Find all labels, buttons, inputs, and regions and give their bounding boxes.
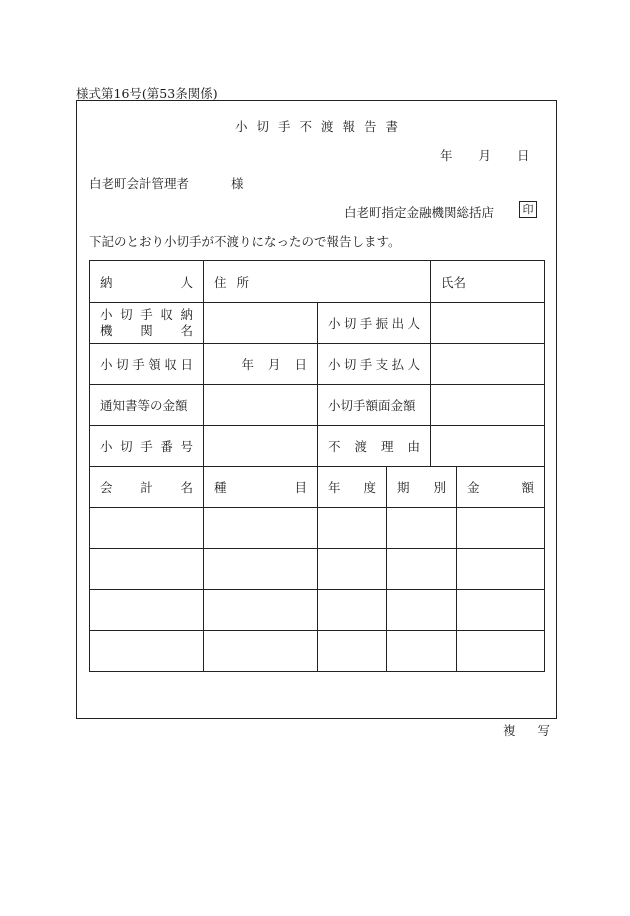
table-cell [387,631,457,672]
table-cell [204,549,318,590]
drawer-value [431,303,545,344]
drawer-label-cell [318,303,431,344]
table-cell [318,590,387,631]
col-amount-header [457,467,545,508]
col-account-header [90,467,204,508]
table-cell [387,590,457,631]
col-period-label: 期 別 [397,480,447,495]
face-amount-value [431,385,545,426]
bank-name: 白老町指定金融機関総括店 [344,205,495,220]
table-cell [457,508,545,549]
table-row-check-number [90,426,545,467]
check-number-value [204,426,318,467]
received-date-label: 小 切 手 領 収 日 [100,357,193,372]
table-row-amounts [90,385,545,426]
name-cell [431,261,545,303]
notice-amount-value [204,385,318,426]
col-period-header [387,467,457,508]
table-row [90,590,545,631]
table-cell [90,590,204,631]
table-cell [318,508,387,549]
payer-bank-label-cell [318,344,431,385]
table-row-institution [90,303,545,344]
table-cell [318,549,387,590]
date-line [440,146,530,164]
table-cell [204,508,318,549]
name-label: 氏名 [441,274,467,290]
addressee-honorific: 様 [231,176,244,191]
table-row [90,549,545,590]
col-account-label: 会 計 名 [100,480,193,495]
table-cell [318,631,387,672]
payer-label-cell: 納 人 [90,261,204,303]
receiving-institution-label-line1: 小 切 手 収 納 [100,307,193,322]
col-fiscal-year-header [318,467,387,508]
table-row [90,508,545,549]
col-item-label: 種 目 [214,480,307,495]
table-cell [457,631,545,672]
address-label: 住 所 [214,274,249,290]
copy-mark: 複写 [503,723,573,738]
drawer-label: 小 切 手 振 出 人 [328,316,420,331]
table-cell [90,631,204,672]
table-row-received-date [90,344,545,385]
table-row [90,631,545,672]
table-cell [204,631,318,672]
check-number-label-cell [90,426,204,467]
date-year-label: 年 [440,148,453,163]
received-date-value [204,344,318,385]
col-amount-label: 金 額 [467,480,535,495]
payer-bank-value [431,344,545,385]
receiving-institution-value [204,303,318,344]
seal-stamp: 印 [519,201,537,218]
table-cell [204,590,318,631]
intro-text: 下記のとおり小切手が不渡りになったので報告します。 [89,234,401,249]
table-cell [90,508,204,549]
table-cell [457,549,545,590]
table-cell [387,549,457,590]
date-day-label: 日 [517,148,530,163]
received-date-day: 日 [294,357,307,372]
table-row-column-headers [90,467,545,508]
addressee: 白老町会計管理者 [89,176,190,191]
receiving-institution-label-cell [90,303,204,344]
document-title: 小切手不渡報告書 [234,119,407,134]
received-date-month: 月 [267,357,281,372]
form-number: 様式第16号(第53条関係) [76,86,218,101]
col-fiscal-year-label: 年 度 [328,480,376,495]
notice-amount-label: 通知書等の金額 [100,398,188,413]
report-table [89,260,545,672]
dishonor-reason-label-cell [318,426,431,467]
received-date-year: 年 [241,357,254,372]
date-month-label: 月 [478,148,492,163]
table-cell [457,590,545,631]
face-amount-label-cell [318,385,431,426]
col-item-header [204,467,318,508]
table-cell [387,508,457,549]
dishonor-reason-label: 不 渡 理 由 [328,439,421,454]
table-cell [90,549,204,590]
face-amount-label: 小切手額面金額 [328,398,416,413]
received-date-label-cell [90,344,204,385]
address-cell [204,261,431,303]
notice-amount-label-cell [90,385,204,426]
table-row-payer [90,261,545,303]
receiving-institution-label-line2: 機 関 名 [100,323,193,338]
dishonor-reason-value [431,426,545,467]
payer-bank-label: 小 切 手 支 払 人 [328,357,420,372]
check-number-label: 小 切 手 番 号 [100,439,193,454]
